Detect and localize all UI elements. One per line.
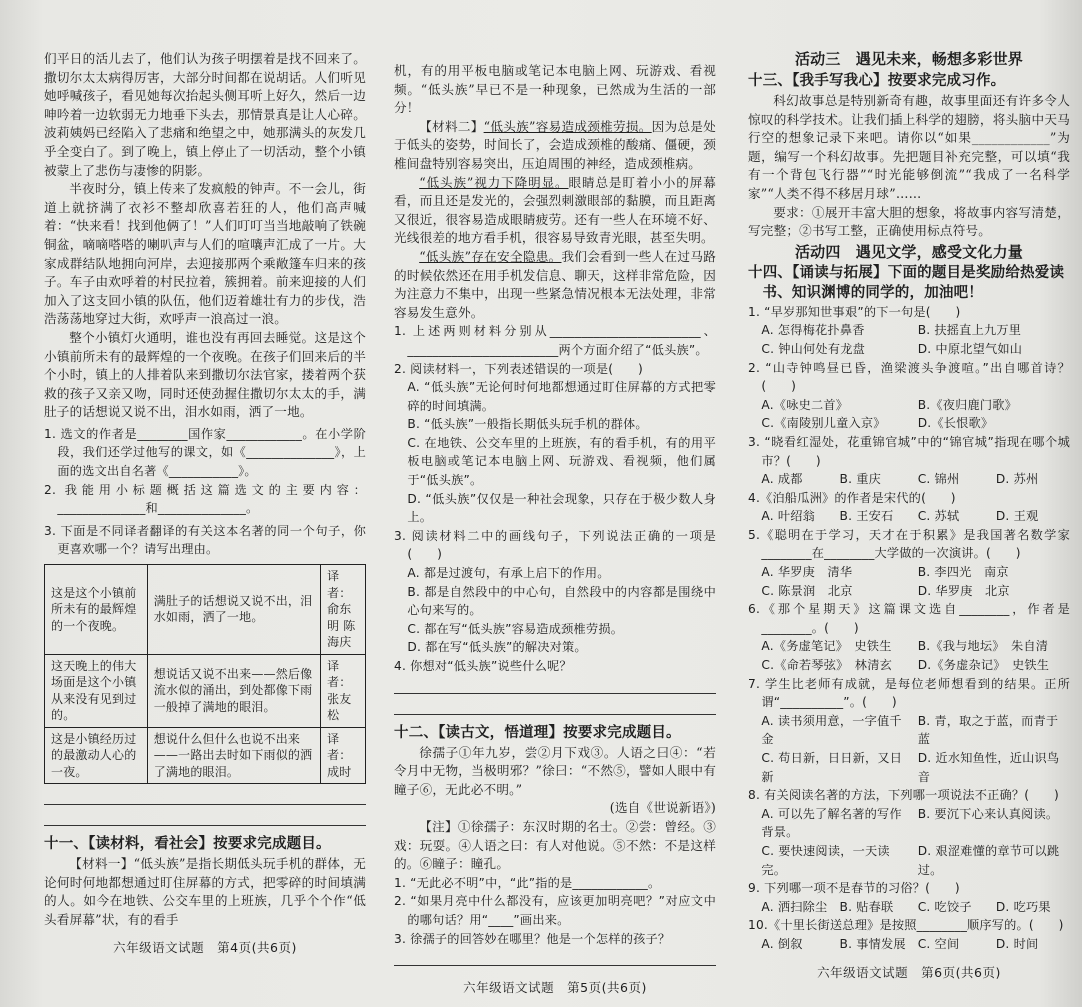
option[interactable]: B. 事情发展 [839,936,906,951]
quiz-question: 1. “早岁那知世事艰”的下一句是( ) [748,304,961,319]
option[interactable]: A. “低头族”无论何时何地都想通过盯住屏幕的方式把零碎的时间填满。 [407,380,716,413]
passage-paragraph: 半夜时分，镇上传来了发疯般的钟声。不一会儿，街道上就挤满了衣衫不整却欣喜若狂的人，他们高声喊着：“快来看！找到他俩了！”人们叮叮当当地敲响了铁碗铜盆，嘀嘀嗒嗒的喇叭声与人们的喧嚷声汇成了一片。大家成群结队地拥向河岸，去迎接那两个乘敞篷车归来的孩子。车子由欢呼着的村民拉着，簇拥着。前来迎接的人们加入了这支回小镇的队伍，他们迈着雄壮有力的步伐，浩浩荡荡地穿过大街，欢呼声一浪高过一浪。 [44,181,366,327]
option[interactable]: A. 可以先了解名著的写作背景。 [761,806,902,840]
table-cell: 这天晚上的伟大场面是这个小镇从来没有见到过的。 [45,654,148,727]
option[interactable]: D. 艰涩难懂的章节可以跳过。 [917,843,1060,877]
page-4-column [44,50,366,957]
option[interactable]: B. 李四光 南京 [917,565,1009,580]
quiz-question: 3. “晓看红湿处，花重锦官城”中的“锦官城”指现在哪个城市？( ) [748,434,1070,468]
writing-requirements: 要求：①展开丰富大胆的想象，将故事内容写清楚，写完整；②书写工整，正确使用标点符号。 [748,204,1070,239]
table-row [45,565,366,655]
option[interactable]: A.《务虚笔记》 史铁生 [761,639,892,654]
table-cell: 想说什么但什么也说不出来——一路出去时如下雨似的洒了满地的眼泪。 [147,727,320,784]
option[interactable]: A. 叶绍翁 [761,509,816,524]
writing-prompt: 科幻故事总是特别新奇有趣，故事里面还有许多令人惊叹的科学技术。让我们插上科学的翅膀，将头脑中天马行空的想象记录下来吧。请你以“如果____________”为题，编写一个科幻故事。先把题目补充完整，可以填“我有一个背包飞行器”“时光能够倒流”“我成了一名科学家”“人类不得不移居月球”…… [748,93,1070,201]
question-1: 1. 选文的作者是________国作家____________。在小学阶段，我们还学过他写的课文，如《______________》，上面的选文出自名著《___________》。 [44,426,366,479]
option[interactable]: D. 中原北望气如山 [917,341,1023,356]
option[interactable]: C. 锦州 [917,472,960,487]
question-3: 3. 阅读材料二中的画线句子，下列说法正确的一项是( ) [394,528,716,562]
question-2: 2. “如果月亮中什么都没有，应该更加明亮吧？”对应文中的哪句话？用“____”画出来。 [394,894,716,927]
section-11-title: 十一、【读材料，看社会】按要求完成题目。 [44,836,331,853]
option[interactable]: D. 时间 [995,936,1039,951]
table-row [45,727,366,784]
quiz-question: 10.《十里长街送总理》是按照________顺序写的。( ) [748,918,1064,933]
option[interactable]: D. 苏州 [995,472,1039,487]
paragraph-text: 我们会看到一些人在过马路的时候依然还在用手机发信息、聊天，这样非常危险，因为注意力不集中，出现一些紧急情况根本无法处理，非常容易发生意外。 [394,248,716,320]
material-1: 【材料一】“低头族”是指长期低头玩手机的群体，无论何时何地都想通过盯住屏幕的方式，把零碎的时间填满的人。如今在地铁、公交车里的上班族，几乎个个作“低头看屏幕”状，有的看手 [44,856,366,927]
page-footer: 六年级语文试题 第5页(共6页) [463,980,647,996]
option-group [748,637,1070,674]
material-2-paragraph [394,174,716,248]
quiz-question: 8. 有关阅读名著的方法，下列哪一项说法不正确？( ) [748,788,1059,803]
option[interactable]: C. 要快速阅读，一天读完。 [761,843,890,877]
section-12-title: 十二、【读古文，悟道理】按要求完成题目。 [394,724,681,741]
table-cell: 译者：张友松 [321,654,366,727]
option[interactable]: A. 倒叙 [761,936,803,951]
option[interactable]: B. 扶摇直上九万里 [917,323,1022,338]
option[interactable]: B. 青，取之于蓝，而青于蓝 [917,713,1059,747]
annotations: 【注】①徐孺子：东汉时期的名士。②尝：曾经。③戏：玩耍。④人语之曰：有人对他说。⑤不然：不是这样的。⑥瞳子：瞳孔。 [394,818,716,872]
option-group [748,805,1070,879]
option[interactable]: C. 吃饺子 [917,899,972,914]
page-footer: 六年级语文试题 第6页(共6页) [817,964,1001,980]
option[interactable]: C.《南陵别儿童入京》 [761,416,886,431]
passage-paragraph: 整个小镇灯火通明，谁也没有再回去睡觉。这是这个小镇前所未有的最辉煌的一个夜晚。在孩子们回来后的半个小时，镇上的人排着队来到撒切尔法官家，搂着两个获救的孩子又亲又吻，同时还使劲握住撒切尔太太的手，满肚子的话想说又说不出，泪水如雨，洒了一地。 [44,329,366,420]
option-group [748,470,1070,489]
table-cell: 这是小镇经历过的最激动人心的一夜。 [45,727,148,784]
answer-line[interactable] [394,950,716,966]
quiz-question: 9. 下列哪一项不是春节的习俗？( ) [748,881,960,896]
table-row [45,654,366,727]
option[interactable]: C. 苟日新，日日新，又日新 [761,751,903,784]
option[interactable]: D.《务虚杂记》 史铁生 [917,658,1050,673]
option[interactable]: B. “低头族”一般指长期低头玩手机的群体。 [407,417,648,432]
option[interactable]: C. 空间 [917,936,960,951]
passage-paragraph: 们平日的活儿去了，他们认为孩子明摆着是找不回来了。撒切尔太太病得厉害，大部分时间都在说胡话。人们听见她呼喊孩子，看见她每次抬起头侧耳听上好久，然后一边呻吟着一边软弱无力地垂下头去，那情景真是让人心碎。波莉姨妈已经陷入了悲痛和绝望之中，她那满头的灰发几乎全变白了。到了晚上，镇上停止了一切活动，整个小镇被蒙上了悲伤与凄惨的阴影。 [44,51,366,178]
option-group [748,396,1070,433]
answer-line[interactable] [394,678,716,694]
option[interactable]: C.《命若琴弦》 林清玄 [761,658,892,673]
option[interactable]: C. 苏轼 [917,509,960,524]
material-2-label: 【材料二】 [419,118,484,134]
option-group [748,935,1070,954]
option[interactable]: C. 陈景润 北京 [761,583,853,598]
option[interactable]: C. 钟山何处有龙盘 [761,341,865,356]
option-group [748,507,1070,526]
quiz-question-list [748,303,1070,954]
answer-line[interactable] [394,699,716,715]
quiz-question: 5.《聪明在于学习，天才在于积累》是我国著名数学家________在________大学做的一次演讲。( ) [748,527,1070,561]
option[interactable]: B.《我与地坛》 朱自清 [917,639,1049,654]
activity-4-title: 活动四 遇见文学，感受文化力量 [794,242,1023,261]
option[interactable]: B. 要沉下心来认真阅读。 [917,806,1059,821]
option-group [748,563,1070,600]
table-cell: 这是这个小镇前所未有的最辉煌的一个夜晚。 [45,565,148,655]
option[interactable]: D. 华罗庚 北京 [917,583,1010,598]
translation-table [44,564,366,784]
page-5-column [394,62,716,997]
option[interactable]: A.《咏史二首》 [761,397,849,412]
option[interactable]: D. 都在写“低头族”的解决对策。 [407,640,587,655]
page-6-column [748,48,1070,982]
option[interactable]: A. 成都 [761,472,803,487]
material-2-paragraph [394,248,716,322]
option[interactable]: D. “低头族”仅仅是一种社会现象，只存在于极少数人身上。 [407,491,716,525]
option[interactable]: A. 读书须用意，一字值千金 [761,713,902,747]
option[interactable]: A. 华罗庚 清华 [761,565,853,580]
paragraph-text: 因为总是处于低头的姿势，时间长了，会造成颈椎的酸痛、僵硬，颈椎间盘特别容易突出，压迫周围的神经，造成颈椎病。 [394,118,716,171]
question-4: 4. 你想对“低头族”说些什么呢？ [394,659,572,673]
table-cell: 满肚子的话想说又说不出，泪水如雨，洒了一地。 [147,565,320,655]
option[interactable]: D.《长恨歌》 [917,416,994,431]
option-group [748,712,1070,786]
option[interactable]: D. 近水知鱼性，近山识鸟音 [917,751,1060,784]
section-14-title: 十四、【诵读与拓展】下面的题目是奖励给热爱读书、知识渊博的同学的，加油吧！ [748,264,1065,301]
page-footer: 六年级语文试题 第4页(共6页) [113,940,297,956]
source-note: (选自《世说新语》) [609,800,716,816]
option[interactable]: D. 王观 [995,509,1039,524]
underlined-sentence: “低头族”存在安全隐患。 [419,248,562,264]
underlined-sentence: “低头族”容易造成颈椎劳损。 [483,118,652,134]
option[interactable]: B. 王安石 [839,509,894,524]
option[interactable]: B.《夜归鹿门歌》 [917,397,1018,412]
option[interactable]: A. 怎得梅花扑鼻香 [761,323,865,338]
activity-3-title: 活动三 遇见未来，畅想多彩世界 [794,50,1023,68]
option[interactable]: C. 都在写“低头族”容易造成颈椎劳损。 [407,621,624,636]
quiz-question: 6.《那个星期天》这篇课文选自________，作者是________。( ) [748,602,1070,635]
question-2: 2. 阅读材料一，下列表述错误的一项是( ) [394,361,643,376]
question-1: 1. “无此必不明”中，“此”指的是____________。 [394,875,661,890]
answer-line[interactable] [44,789,366,805]
option-group [748,898,1070,917]
underlined-sentence: “低头族”视力下降明显。 [419,174,569,190]
question-2: 2. 我能用小标题概括这篇选文的主要内容：______________和______________。 [44,482,366,516]
quiz-question: 7. 学生比老师有成就，是每位老师想看到的结果。正所谓“__________”。( ) [748,676,1070,710]
option[interactable]: B. 重庆 [839,472,882,487]
question-1: 1. 上述两则材料分别从________________________、________________________两个方面介绍了“低头族”。 [394,324,716,357]
option[interactable]: A. 洒扫除尘 [761,899,828,914]
option[interactable]: B. 都是自然段中的中心句，自然段中的内容都是围绕中心句来写的。 [407,584,716,618]
classical-text: 徐孺子①年九岁，尝②月下戏③。人语之曰④：“若令月中无物，当极明邪？”徐曰：“不然⑤，譬如人眼中有瞳子⑥，无此必不明。” [394,744,716,797]
section-13-title: 十三、【我手写我心】按要求完成习作。 [748,73,1006,89]
option[interactable]: D. 吃巧果 [995,899,1051,914]
option[interactable]: A. 都是过渡句，有承上启下的作用。 [407,566,610,581]
option-group [748,321,1070,358]
table-cell: 译者：成时 [321,727,366,784]
question-3: 3. 下面是不同译者翻译的有关这本名著的同一个句子，你更喜欢哪一个？请写出理由。 [44,523,366,557]
material-2-paragraph [394,118,716,174]
question-3: 3. 徐孺子的回答妙在哪里？他是一个怎样的孩子？ [394,931,671,946]
option[interactable]: C. 在地铁、公交车里的上班族，有的看手机，有的用平板电脑或笔记本电脑上网、玩游戏、看视频，他们属于“低头族”。 [407,435,716,488]
table-cell: 译者：俞东明 陈海庆 [321,565,366,655]
quiz-question: 2. “山寺钟鸣昼已昏，渔梁渡头争渡喧。”出自哪首诗？( ) [748,360,1070,394]
option[interactable]: B. 贴春联 [839,899,894,914]
quiz-question: 4.《泊船瓜洲》的作者是宋代的( ) [748,490,956,505]
paragraph-text: 眼睛总是盯着小小的屏幕看，而且还是发光的，会强烈刺激眼部的黏膜，而且距离又很近，很容易造成眼睛疲劳。还有一些人在环境不好、光线很差的地方看手机，很容易导致青光眼，甚至失明。 [394,174,717,246]
answer-line[interactable] [44,810,366,826]
material-1-continued: 机，有的用平板电脑或笔记本电脑上网、玩游戏、看视频。“低头族”早已不是一种现象，已然成为生活的一部分！ [394,63,716,116]
table-cell: 想说话又说不出来——然后像流水似的涌出，到处都像下雨一般掉了满地的眼泪。 [147,654,320,727]
